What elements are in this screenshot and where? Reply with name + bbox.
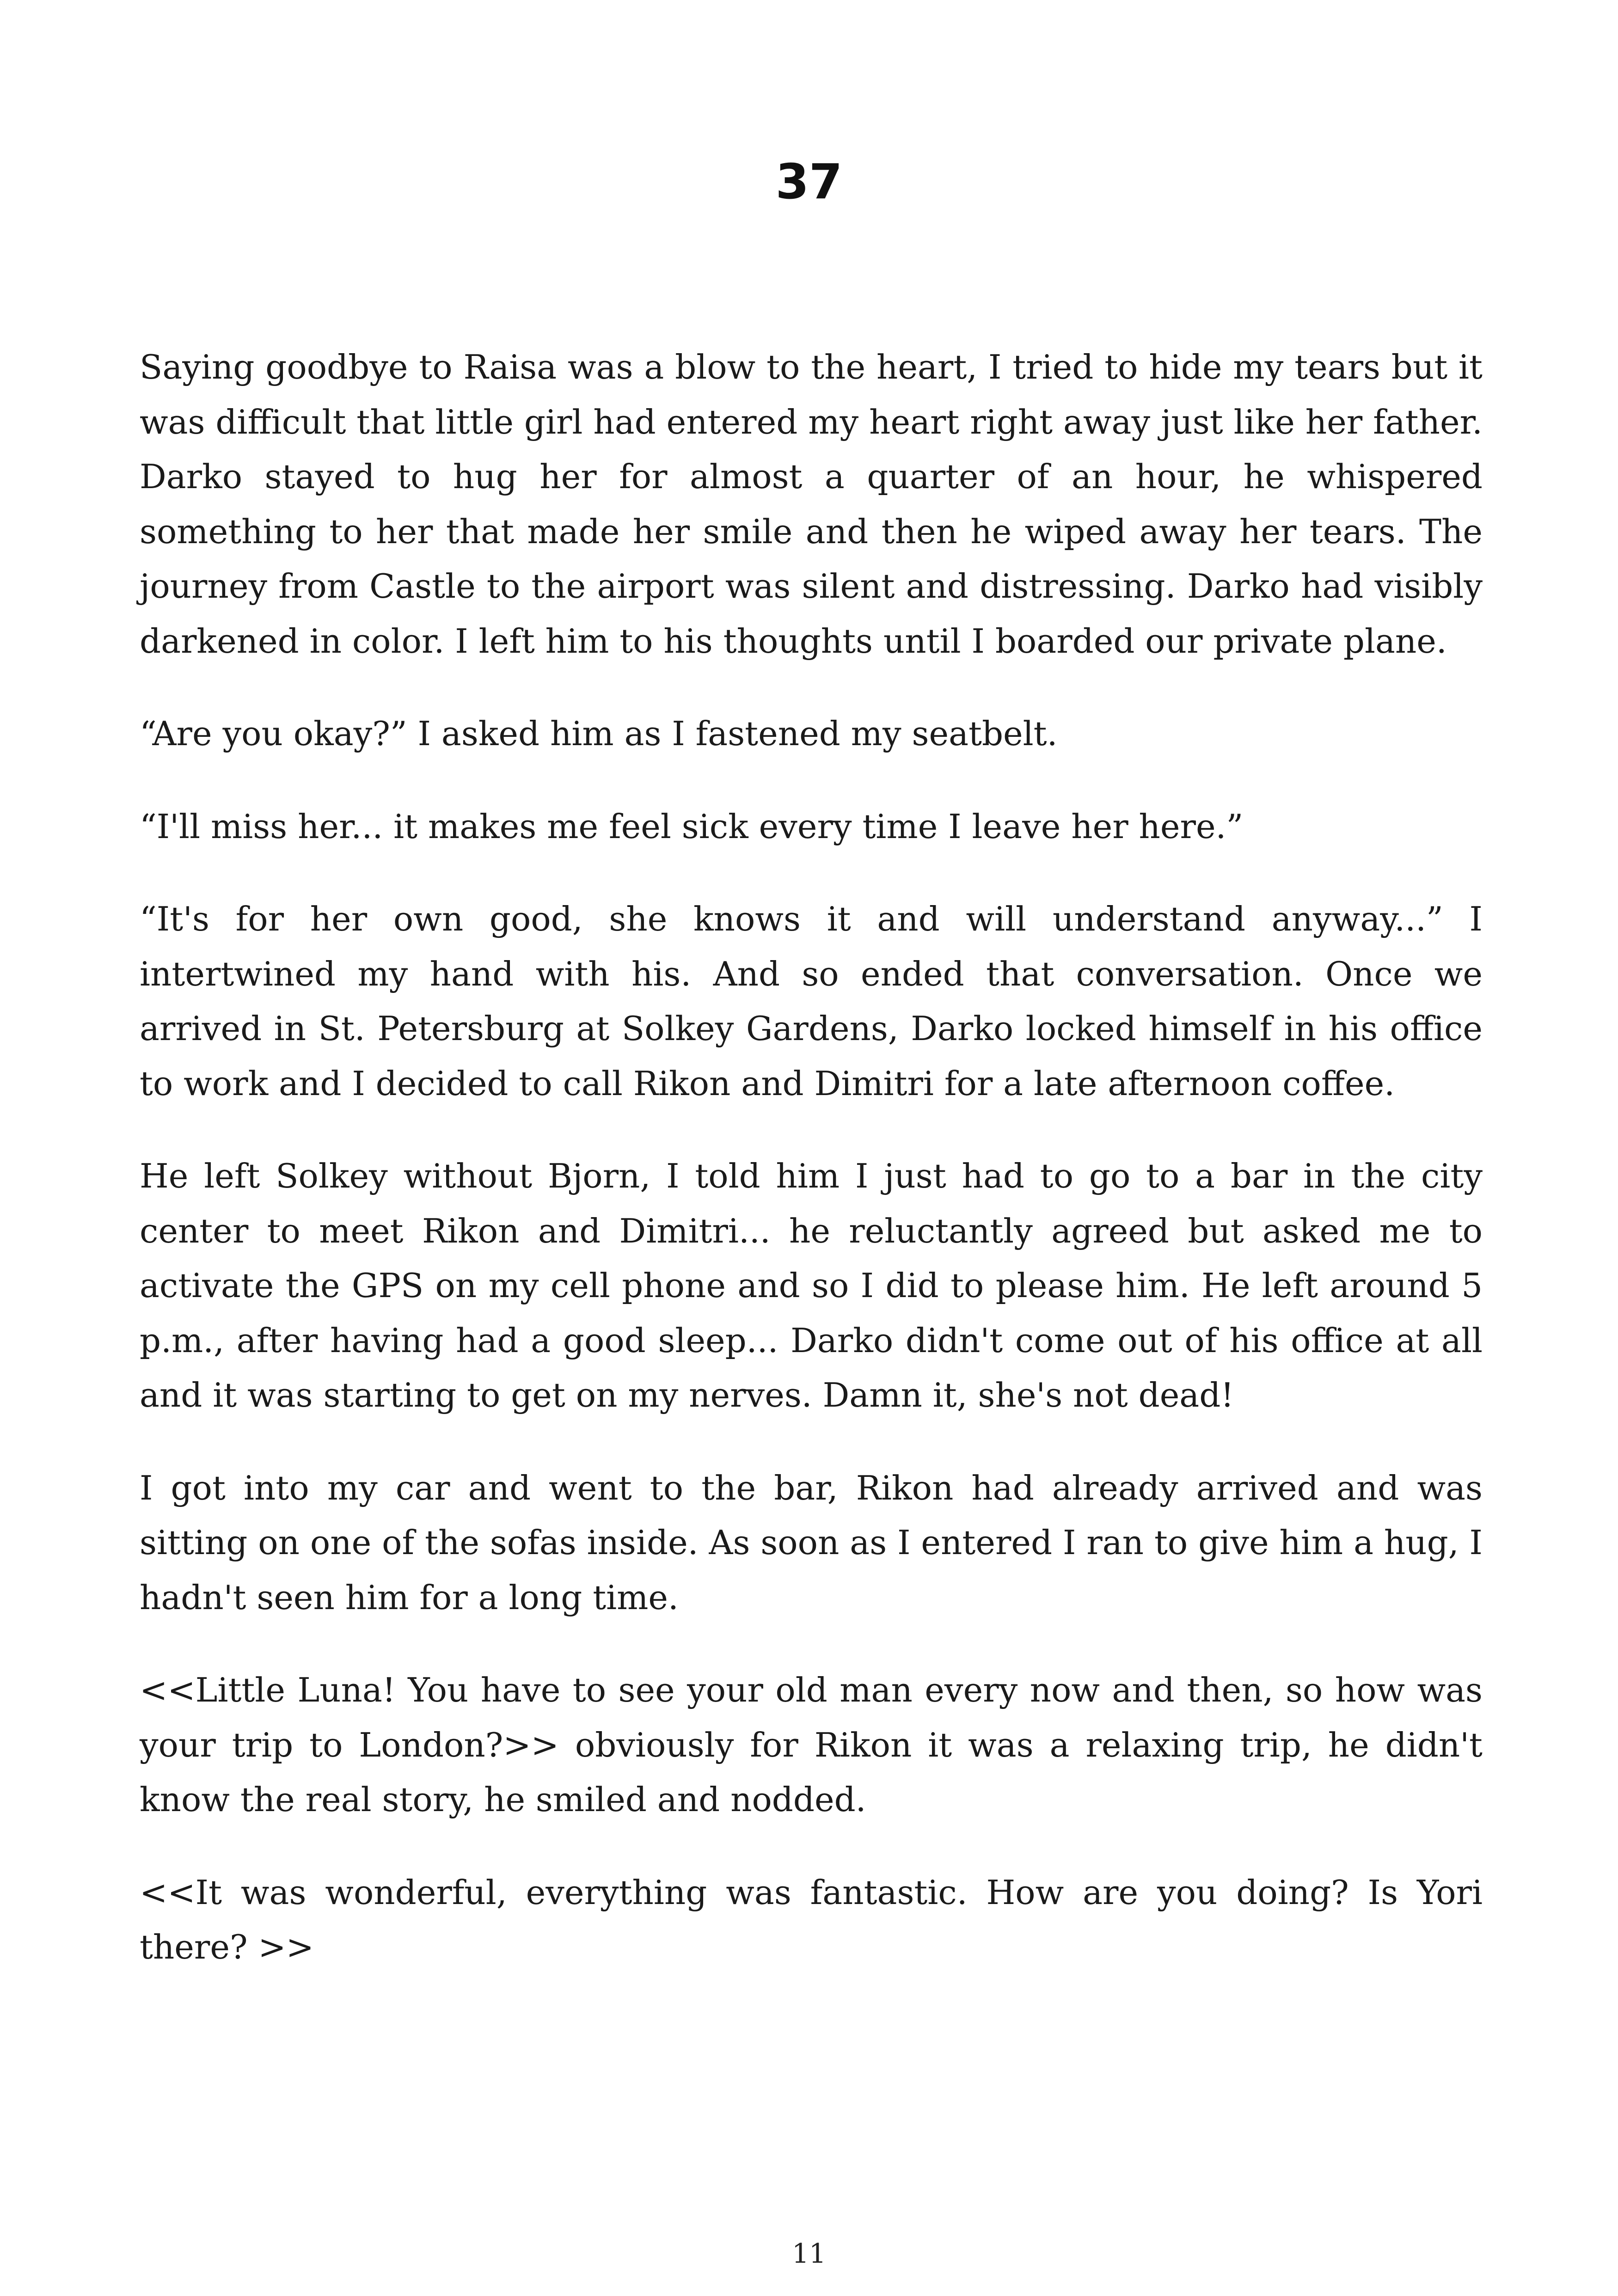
paragraph: I got into my car and went to the bar, Rikon had already arrived and was sitting on one of the sofas inside. As soon as I entered I ran to give him a hug, I hadn't seen him for a long time. xyxy=(140,1468,1483,1617)
paragraph: He left Solkey without Bjorn, I told him I just had to go to a bar in the city center to meet Rikon and Dimitri... he reluctantly agreed but asked me to activate the GPS on my cell phone and so I did to please him. He left around 5 p.m., after having had a good sleep... Darko didn't come out of his office at all and it was starting to get on my nerves. Damn it, she's not dead! xyxy=(140,1157,1483,1414)
page-number: 11 xyxy=(792,2238,826,2269)
paragraph: <<It was wonderful, everything was fantastic. How are you doing? Is Yori there? >> xyxy=(140,1873,1483,1966)
paragraph: <<Little Luna! You have to see your old man every now and then, so how was your trip to London?>> obviously for Rikon it was a relaxing trip, he didn't know the real story, he smiled and nodded. xyxy=(140,1671,1483,1819)
paragraph: “Are you okay?” I asked him as I fastened my seatbelt. xyxy=(140,714,1058,753)
chapter-title: 37 xyxy=(775,153,843,210)
chapter-body xyxy=(140,340,1483,1975)
paragraph: “It's for her own good, she knows it and will understand anyway...” I intertwined my hand with his. And so ended that conversation. Once we arrived in St. Petersburg at Solkey Gardens, Darko locked himself in his office to work and I decided to call Rikon and Dimitri for a late afternoon coffee. xyxy=(140,900,1483,1103)
paragraph: “I'll miss her... it makes me feel sick every time I leave her here.” xyxy=(140,807,1244,846)
paragraph: Saying goodbye to Raisa was a blow to the heart, I tried to hide my tears but it was difficult that little girl had entered my heart right away just like her father. Darko stayed to hug her for almost a quarter of an hour, he whispered something to her that made her smile and then he wiped away her tears. The journey from Castle to the airport was silent and distressing. Darko had visibly darkened in color. I left him to his thoughts until I boarded our private plane. xyxy=(140,348,1483,661)
